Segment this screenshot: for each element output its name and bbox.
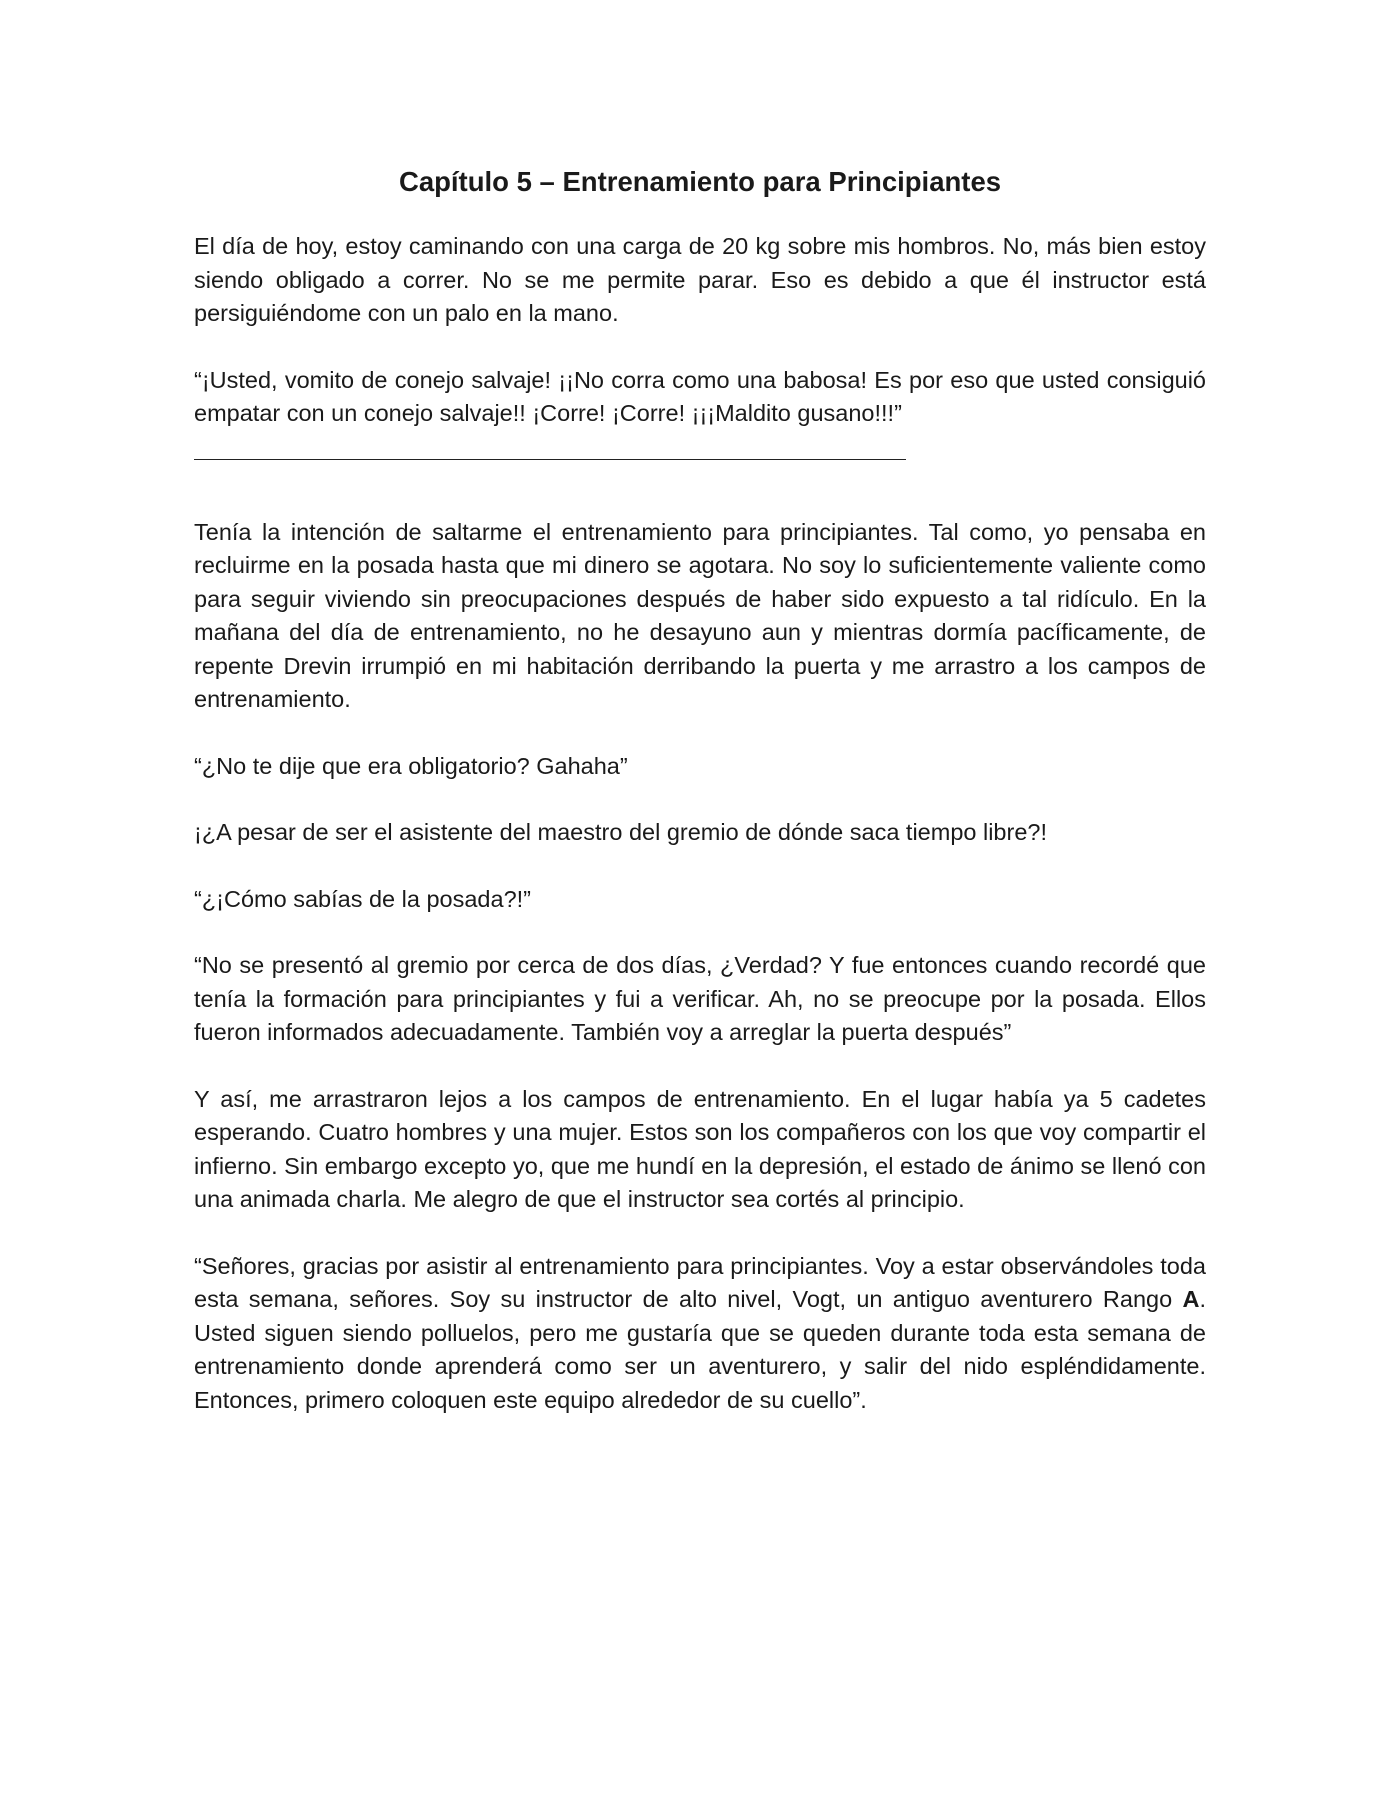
- paragraph-9-part-2: . Usted siguen siendo polluelos, pero me gustaría que se queden durante toda esta semana de entrenamiento donde aprenderá como ser un aventurero, y salir del nido espléndidamente. Entonces, primero coloquen este equipo alrededor de su cuello”.: [194, 1286, 1206, 1413]
- paragraph-9-part-1: “Señores, gracias por asistir al entrenamiento para principiantes. Voy a estar observándoles toda esta semana, señores. Soy su instructor de alto nivel, Vogt, un antiguo aventurero Rango: [194, 1252, 1206, 1312]
- paragraph-6: “¿¡Cómo sabías de la posada?!”: [194, 885, 531, 912]
- paragraph-2: “¡Usted, vomito de conejo salvaje! ¡¡No corra como una babosa! Es por eso que usted consiguió empatar con un conejo salvaje!! ¡Corre! ¡Corre! ¡¡¡Maldito gusano!!!”: [194, 366, 1206, 426]
- section-divider: [194, 459, 906, 460]
- paragraph-5: ¡¿A pesar de ser el asistente del maestro del gremio de dónde saca tiempo libre?!: [194, 819, 1047, 845]
- paragraph-9: [194, 1250, 1206, 1418]
- rank-letter: A: [1182, 1286, 1200, 1312]
- paragraph-8: Y así, me arrastraron lejos a los campos de entrenamiento. En el lugar había ya 5 cadetes esperando. Cuatro hombres y una mujer. Estos son los compañeros con los que voy compartir el infierno. Sin embargo excepto yo, que me hundí en la depresión, el estado de ánimo se llenó con una animada charla. Me alegro de que el instructor sea cortés al principio.: [194, 1085, 1206, 1212]
- paragraph-3: Tenía la intención de saltarme el entrenamiento para principiantes. Tal como, yo pensaba en recluirme en la posada hasta que mi dinero se agotara. No soy lo suficientemente valiente como para seguir viviendo sin preocupaciones después de haber sido expuesto a tal ridículo. En la mañana del día de entrenamiento, no he desayuno aun y mientras dormía pacíficamente, de repente Drevin irrumpió en mi habitación derribando la puerta y me arrastro a los campos de entrenamiento.: [194, 518, 1206, 712]
- chapter-title: Capítulo 5 – Entrenamiento para Principiantes: [398, 166, 1002, 197]
- paragraph-1: El día de hoy, estoy caminando con una carga de 20 kg sobre mis hombros. No, más bien estoy siendo obligado a correr. No se me permite parar. Eso es debido a que él instructor está persiguiéndome con un palo en la mano.: [194, 233, 1206, 326]
- document-page: [194, 162, 1206, 1450]
- paragraph-4: “¿No te dije que era obligatorio? Gahaha”: [194, 752, 628, 779]
- paragraph-7: “No se presentó al gremio por cerca de dos días, ¿Verdad? Y fue entonces cuando recordé que tenía la formación para principiantes y fui a verificar. Ah, no se preocupe por la posada. Ellos fueron informados adecuadamente. También voy a arreglar la puerta después”: [194, 952, 1206, 1045]
